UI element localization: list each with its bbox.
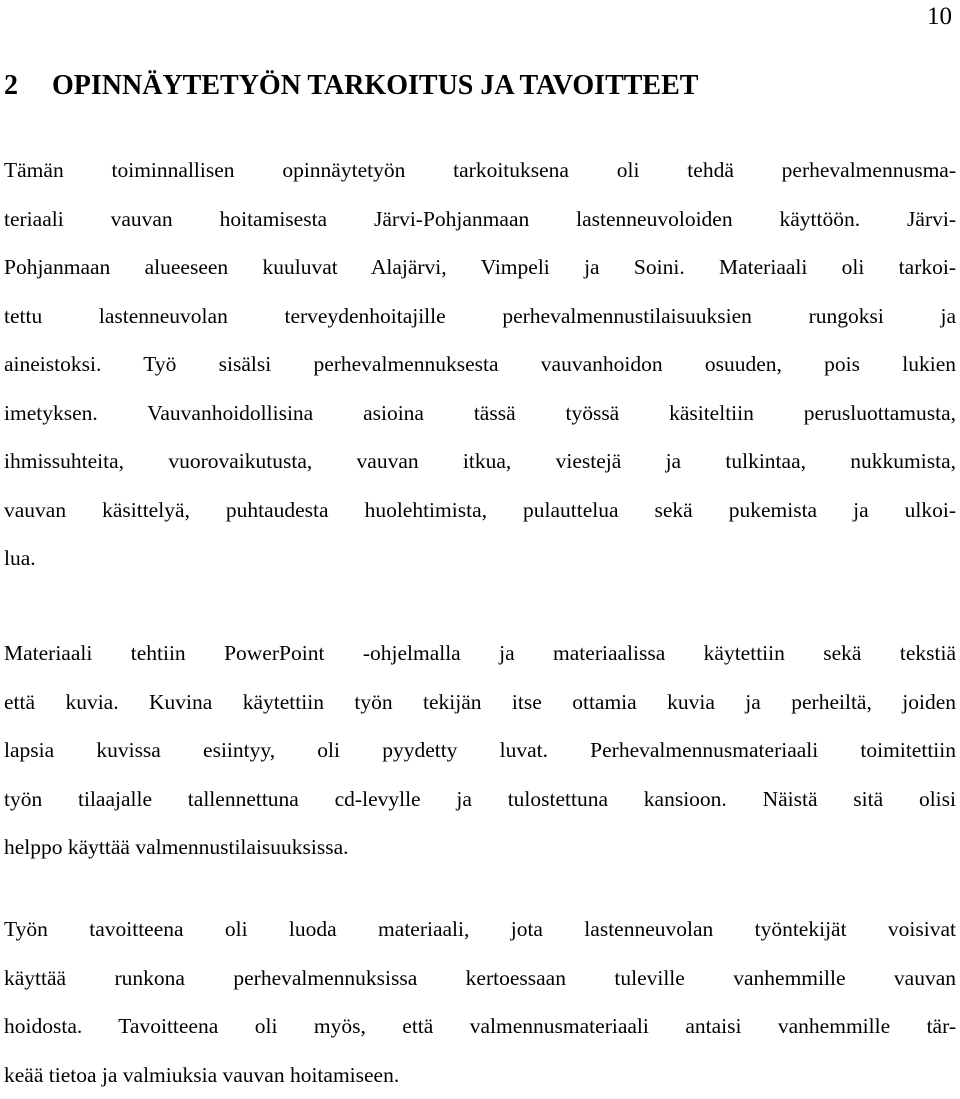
text-line: lua.: [4, 534, 956, 583]
text-line: Pohjanmaan alueeseen kuuluvat Alajärvi, Vimpeli ja Soini. Materiaali oli tarkoi-: [4, 243, 956, 292]
text-line: työn tilaajalle tallennettuna cd-levylle ja tulostettuna kansioon. Näistä sitä olisi: [4, 775, 956, 824]
section-heading: [4, 66, 698, 106]
section-number: 2: [4, 66, 52, 106]
text-line: hoidosta. Tavoitteena oli myös, että valmennusmateriaali antaisi vanhemmille tär-: [4, 1002, 956, 1051]
text-line: tettu lastenneuvolan terveydenhoitajille perhevalmennustilaisuuksien rungoksi ja: [4, 292, 956, 341]
text-line: Työn tavoitteena oli luoda materiaali, jota lastenneuvolan työntekijät voisivat: [4, 905, 956, 954]
text-line: vauvan käsittelyä, puhtaudesta huolehtimista, pulauttelua sekä pukemista ja ulkoi-: [4, 486, 956, 535]
text-line: teriaali vauvan hoitamisesta Järvi-Pohjanmaan lastenneuvoloiden käyttöön. Järvi-: [4, 195, 956, 244]
page-number: 10: [927, 2, 952, 32]
paragraph-material: [4, 629, 956, 872]
text-line: Tämän toiminnallisen opinnäytetyön tarkoituksena oli tehdä perhevalmennusma-: [4, 146, 956, 195]
text-line: lapsia kuvissa esiintyy, oli pyydetty luvat. Perhevalmennusmateriaali toimitettiin: [4, 726, 956, 775]
text-line: helppo käyttää valmennustilaisuuksissa.: [4, 823, 956, 872]
section-title: OPINNÄYTETYÖN TARKOITUS JA TAVOITTEET: [52, 70, 698, 101]
text-line: imetyksen. Vauvanhoidollisina asioina tässä työssä käsiteltiin perusluottamusta,: [4, 389, 956, 438]
text-line: keää tietoa ja valmiuksia vauvan hoitamiseen.: [4, 1051, 956, 1099]
text-line: että kuvia. Kuvina käytettiin työn tekijän itse ottamia kuvia ja perheiltä, joiden: [4, 678, 956, 727]
text-line: aineistoksi. Työ sisälsi perhevalmennuksesta vauvanhoidon osuuden, pois lukien: [4, 340, 956, 389]
paragraph-purpose: [4, 146, 956, 583]
text-line: käyttää runkona perhevalmennuksissa kertoessaan tuleville vanhemmille vauvan: [4, 954, 956, 1003]
text-line: Materiaali tehtiin PowerPoint -ohjelmalla ja materiaalissa käytettiin sekä tekstiä: [4, 629, 956, 678]
paragraph-goals: [4, 905, 956, 1099]
text-line: ihmissuhteita, vuorovaikutusta, vauvan itkua, viestejä ja tulkintaa, nukkumista,: [4, 437, 956, 486]
